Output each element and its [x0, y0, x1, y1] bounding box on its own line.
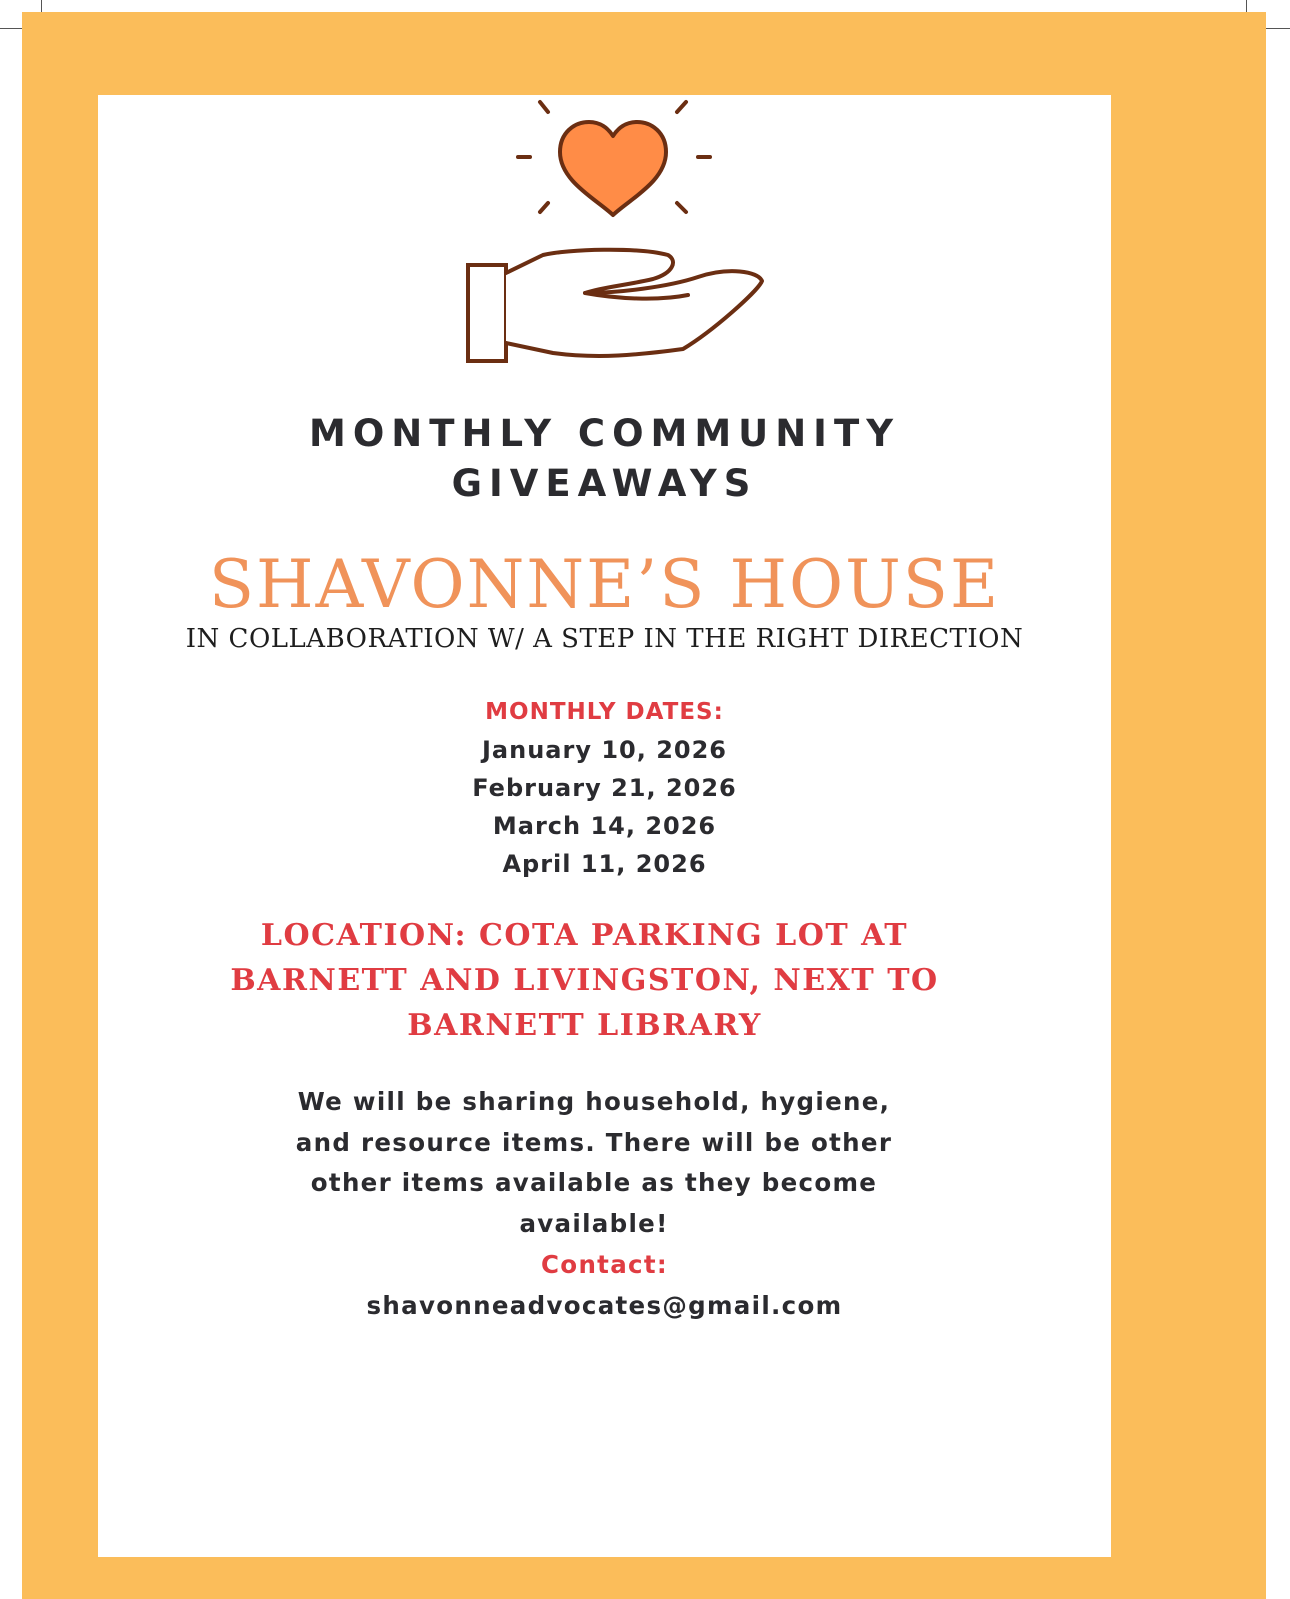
ray-bottom-left: [540, 203, 548, 212]
crop-line-top-left: [0, 28, 22, 29]
crop-line-top-right: [1266, 28, 1290, 29]
hand-palm: [506, 250, 762, 356]
flyer-card: [98, 95, 1111, 1557]
dates-label: MONTHLY DATES:: [485, 699, 724, 725]
heading-line-1: MONTHLY COMMUNITY: [309, 412, 900, 455]
heading-line-2: GIVEAWAYS: [451, 462, 758, 505]
date-item: April 11, 2026: [502, 850, 707, 878]
ray-bottom-right: [677, 203, 686, 212]
hand-cuff: [468, 265, 506, 361]
heading: [98, 409, 1111, 509]
heart-icon: [560, 122, 666, 215]
description: [184, 1082, 1004, 1244]
contact-email[interactable]: shavonneadvocates@gmail.com: [366, 1291, 843, 1320]
location: [78, 913, 1091, 1048]
ray-top-right: [677, 102, 686, 112]
hand-holding-heart-icon: [98, 95, 1111, 395]
orange-border-frame: [22, 12, 1266, 1599]
description-line-3: other items available as they become: [310, 1168, 878, 1197]
location-line-2: BARNETT AND LIVINGSTON, NEXT TO: [230, 963, 939, 998]
ray-top-left: [540, 102, 548, 112]
description-line-2: and resource items. There will be other: [295, 1127, 893, 1157]
date-item: February 21, 2026: [472, 774, 737, 802]
monthly-dates: [98, 693, 1111, 883]
organization-name: SHAVONNE’S HOUSE: [208, 546, 1001, 623]
date-item: January 10, 2026: [482, 736, 727, 764]
location-line-3: BARNETT LIBRARY: [407, 1008, 762, 1043]
description-line-1: We will be sharing household, hygiene,: [297, 1087, 891, 1116]
collaboration-line: IN COLLABORATION W/ A STEP IN THE RIGHT DIRECTION: [185, 624, 1024, 654]
location-line-1: LOCATION: COTA PARKING LOT AT: [260, 918, 909, 953]
contact-label: Contact:: [541, 1250, 668, 1279]
contact: [98, 1244, 1111, 1326]
description-line-4: available!: [519, 1208, 669, 1238]
date-item: March 14, 2026: [492, 812, 717, 840]
